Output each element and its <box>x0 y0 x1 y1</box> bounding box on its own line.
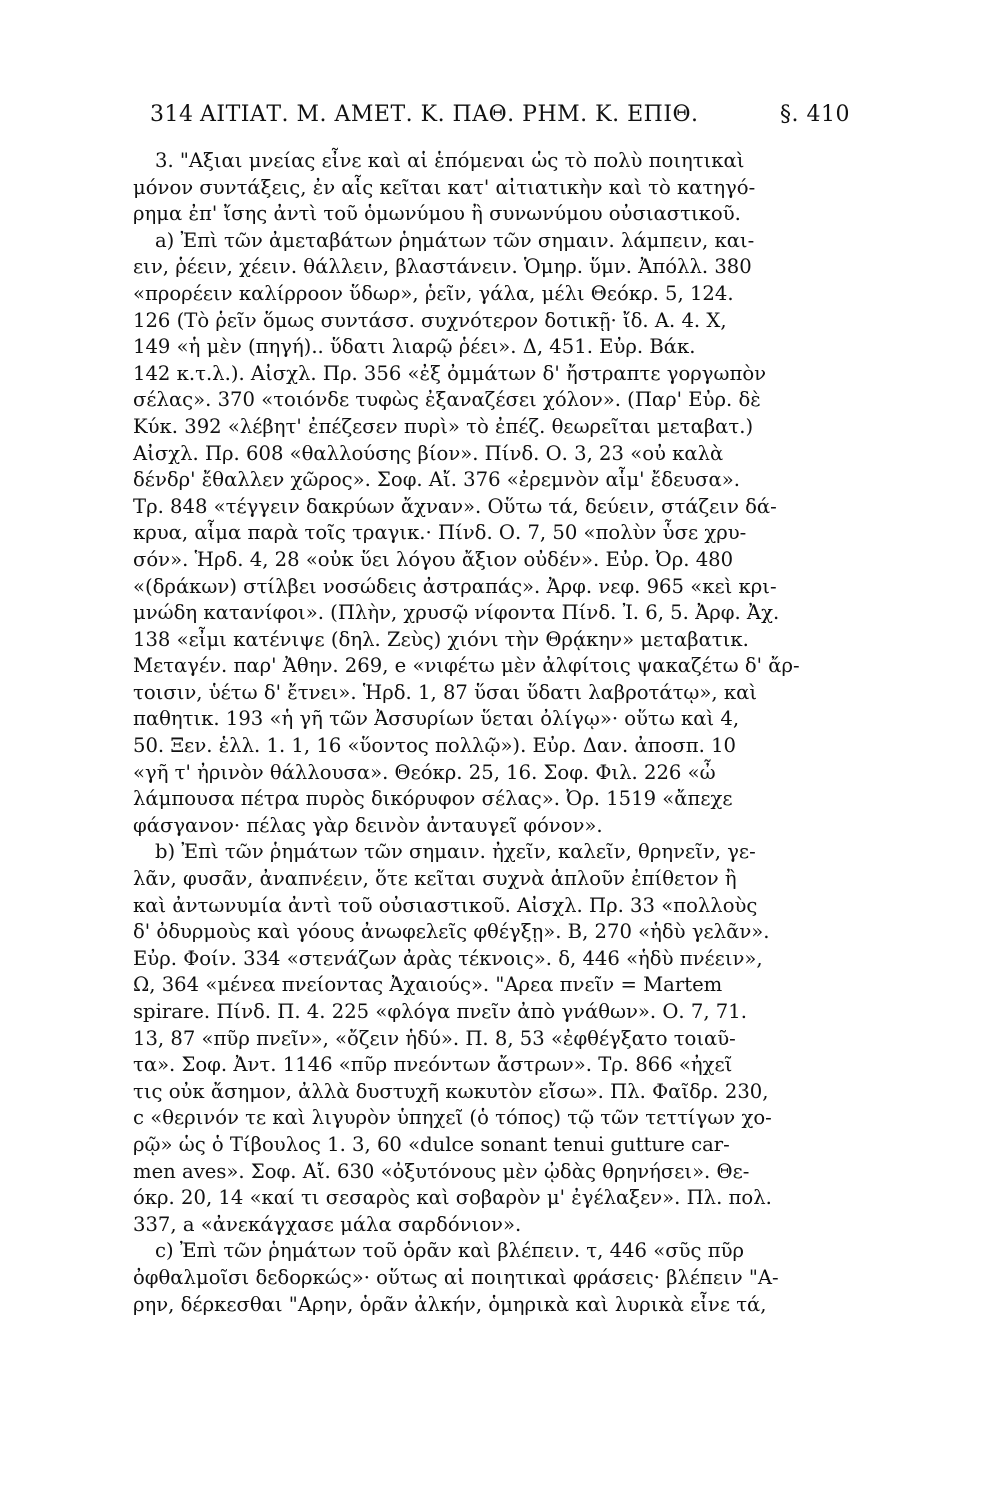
text-line: c «θερινόν τε καὶ λιγυρὸν ὑπηχεῖ (ὁ τόπος) τῷ τῶν τεττίγων χο- <box>133 1106 772 1130</box>
text-line: Αἰσχλ. Πρ. 608 «θαλλούσης βίον». Πίνδ. Ο. 3, 23 «οὐ καλὰ <box>133 441 724 465</box>
text-line: c) Ἐπὶ τῶν ῥημάτων τοῦ ὁρᾶν καὶ βλέπειν. τ, 446 «σῦς πῦρ <box>155 1239 745 1263</box>
running-header <box>150 102 850 136</box>
text-line: «γῆ τ' ἠρινὸν θάλλουσα». Θεόκρ. 25, 16. Σοφ. Φιλ. 226 «ὦ <box>133 760 716 784</box>
text-line: men aves». Σοφ. Αἴ. 630 «ὀξυτόνους μὲν ᾠδὰς θρηνήσει». Θε- <box>133 1159 750 1183</box>
text-line: λᾶν, φυσᾶν, ἀναπνέειν, ὅτε κεῖται συχνὰ ἁπλοῦν ἐπίθετον ἢ <box>133 867 737 891</box>
text-line: 3. "Αξιαι μνείας εἶνε καὶ αἱ ἑπόμεναι ὡς τὸ πολὺ ποιητικαὶ <box>155 149 745 172</box>
text-line: καὶ ἀντωνυμία ἀντὶ τοῦ οὐσιαστικοῦ. Αἰσχλ. Πρ. 33 «πολλοὺς <box>133 893 758 917</box>
text-line: ὀφθαλμοῖσι δεδορκώς»· οὕτως αἱ ποιητικαὶ φράσεις· βλέπειν "Α- <box>133 1265 779 1289</box>
text-line: Μεταγέν. παρ' Ἀθην. 269, e «νιφέτω μὲν ἀλφίτοις ψακαζέτω δ' ἄρ- <box>133 654 800 678</box>
text-line: σόν». Ἡρδ. 4, 28 «οὐκ ὕει λόγου ἄξιον οὐδέν». Εὐρ. Ὀρ. 480 <box>133 547 734 571</box>
text-line: μόνον συντάξεις, ἐν αἷς κεῖται κατ' αἰτιατικὴν καὶ τὸ κατηγό- <box>133 175 756 199</box>
text-line: τις οὐκ ἄσημον, ἀλλὰ δυστυχῆ κωκυτὸν εἴσω». Πλ. Φαῖδρ. 230, <box>133 1079 769 1103</box>
text-line: 126 (Τὸ ῥεῖν ὅμως συντάσσ. συχνότερον δοτικῇ· ἴδ. Α. 4. Χ, <box>133 308 727 332</box>
text-line: λάμπουσα πέτρα πυρὸς δικόρυφον σέλας». Ὀρ. 1519 «ἄπεχε <box>133 787 733 811</box>
text-line: 138 «εἶμι κατένιψε (δηλ. Ζεὺς) χιόνι τὴν Θρᾴκην» μεταβατικ. <box>133 627 749 651</box>
text-line: ρην, δέρκεσθαι "Αρην, ὁρᾶν ἀλκήν, ὁμηρικὰ καὶ λυρικὰ εἶνε τά, <box>133 1292 767 1316</box>
text-line: 13, 87 «πῦρ πνεῖν», «ὄζειν ἡδύ». Π. 8, 53 «ἐφθέγξατο τοιαῦ- <box>133 1026 736 1050</box>
text-line: spirare. Πίνδ. Π. 4. 225 «φλόγα πνεῖν ἀπὸ γνάθων». Ο. 7, 71. <box>133 1000 747 1023</box>
text-line: δ' ὀδυρμοὺς καὶ γόους ἀνωφελεῖς φθέγξῃ». Β, 270 «ἡδὺ γελᾶν». <box>133 920 770 944</box>
text-line: 337, a «ἀνεκάγχασε μάλα σαρδόνιον». <box>133 1212 522 1236</box>
text-line: όκρ. 20, 14 «καί τι σεσαρὸς καὶ σοβαρὸν μ' ἐγέλαξεν». Πλ. πολ. <box>133 1186 772 1210</box>
text-line: φάσγανον· πέλας γὰρ δεινὸν ἀνταυγεῖ φόνον». <box>133 813 603 837</box>
running-title: ΑΙΤΙΑΤ. Μ. ΑΜΕΤ. Κ. ΠΑΘ. ΡΗΜ. Κ. ΕΠΙΘ. <box>200 102 699 127</box>
text-line: b) Ἐπὶ τῶν ῥημάτων τῶν σημαιν. ἠχεῖν, καλεῖν, θρηνεῖν, γε- <box>155 840 756 864</box>
text-line: 149 «ἡ μὲν (πηγή).. ὕδατι λιαρῷ ῥέει». Δ, 451. Εὐρ. Βάκ. <box>133 335 696 359</box>
text-line: 142 κ.τ.λ.). Αἰσχλ. Πρ. 356 «ἐξ ὀμμάτων δ' ἤστραπτε γοργωπὸν <box>133 361 767 385</box>
text-line: τα». Σοφ. Ἀντ. 1146 «πῦρ πνεόντων ἄστρων». Τρ. 866 «ἠχεῖ <box>133 1053 733 1077</box>
text-line: παθητικ. 193 «ἡ γῆ τῶν Ἀσσυρίων ὕεται ὀλίγῳ»· οὕτω καὶ 4, <box>133 707 740 731</box>
text-line: ρῷ» ὡς ὁ Τίβουλος 1. 3, 60 «dulce sonant tenui gutture car- <box>133 1132 730 1156</box>
text-line: κρυα, αἷμα παρὰ τοῖς τραγικ.· Πίνδ. Ο. 7, 50 «πολὺν ὗσε χρυ- <box>133 521 747 545</box>
text-line: 50. Ξεν. ἑλλ. 1. 1, 16 «ὕοντος πολλῷ»). Εὐρ. Δαν. ἀποσπ. 10 <box>133 734 737 758</box>
text-line: «προρέειν καλίρροον ὕδωρ», ῥεῖν, γάλα, μέλι Θεόκρ. 5, 124. <box>133 281 734 305</box>
text-line: μνώδη κατανίφοι». (Πλὴν, χρυσῷ νίφοντα Πίνδ. Ἰ. 6, 5. Ἀρφ. Ἀχ. <box>133 601 780 625</box>
page-number: 314 <box>150 102 194 127</box>
text-line: «(δράκων) στίλβει νοσώδεις ἀστραπάς». Ἀρφ. νεφ. 965 «κεὶ κρι- <box>133 574 777 598</box>
body-text <box>133 148 853 1318</box>
text-line: τοισιν, ὑέτω δ' ἔτνει». Ἡρδ. 1, 87 ὕσαι ὕδατι λαβροτάτῳ», καὶ <box>133 680 758 704</box>
text-line: Ω, 364 «μένεα πνείοντας Ἀχαιούς». "Αρεα πνεῖν = Martem <box>133 973 723 997</box>
text-line: Κύκ. 392 «λέβητ' ἐπέζεσεν πυρὶ» τὸ ἐπέζ. θεωρεῖται μεταβατ.) <box>133 414 754 438</box>
text-line: ειν, ῥέειν, χέειν. θάλλειν, βλαστάνειν. Ὁμηρ. ὕμν. Ἀπόλλ. 380 <box>133 255 752 279</box>
text-line: σέλας». 370 «τοιόνδε τυφὼς ἐξαναζέσει χόλον». (Παρ' Εὐρ. δὲ <box>133 388 761 412</box>
text-line: a) Ἐπὶ τῶν ἀμεταβάτων ῥημάτων τῶν σημαιν. λάμπειν, και- <box>155 228 755 252</box>
text-line: ρημα ἐπ' ἴσης ἀντὶ τοῦ ὁμωνύμου ἢ συνωνύμου οὐσιαστικοῦ. <box>133 202 741 226</box>
section-number: §. 410 <box>780 102 850 127</box>
text-line: Εὐρ. Φοίν. 334 «στενάζων ἀρὰς τέκνοις». δ, 446 «ἡδὺ πνέειν», <box>133 946 763 970</box>
text-line: Τρ. 848 «τέγγειν δακρύων ἄχναν». Οὕτω τά, δεύειν, στάζειν δά- <box>133 494 777 518</box>
text-line: δένδρ' ἔθαλλεν χῶρος». Σοφ. Αἴ. 376 «ἐρεμνὸν αἷμ' ἔδευσα». <box>133 468 740 492</box>
